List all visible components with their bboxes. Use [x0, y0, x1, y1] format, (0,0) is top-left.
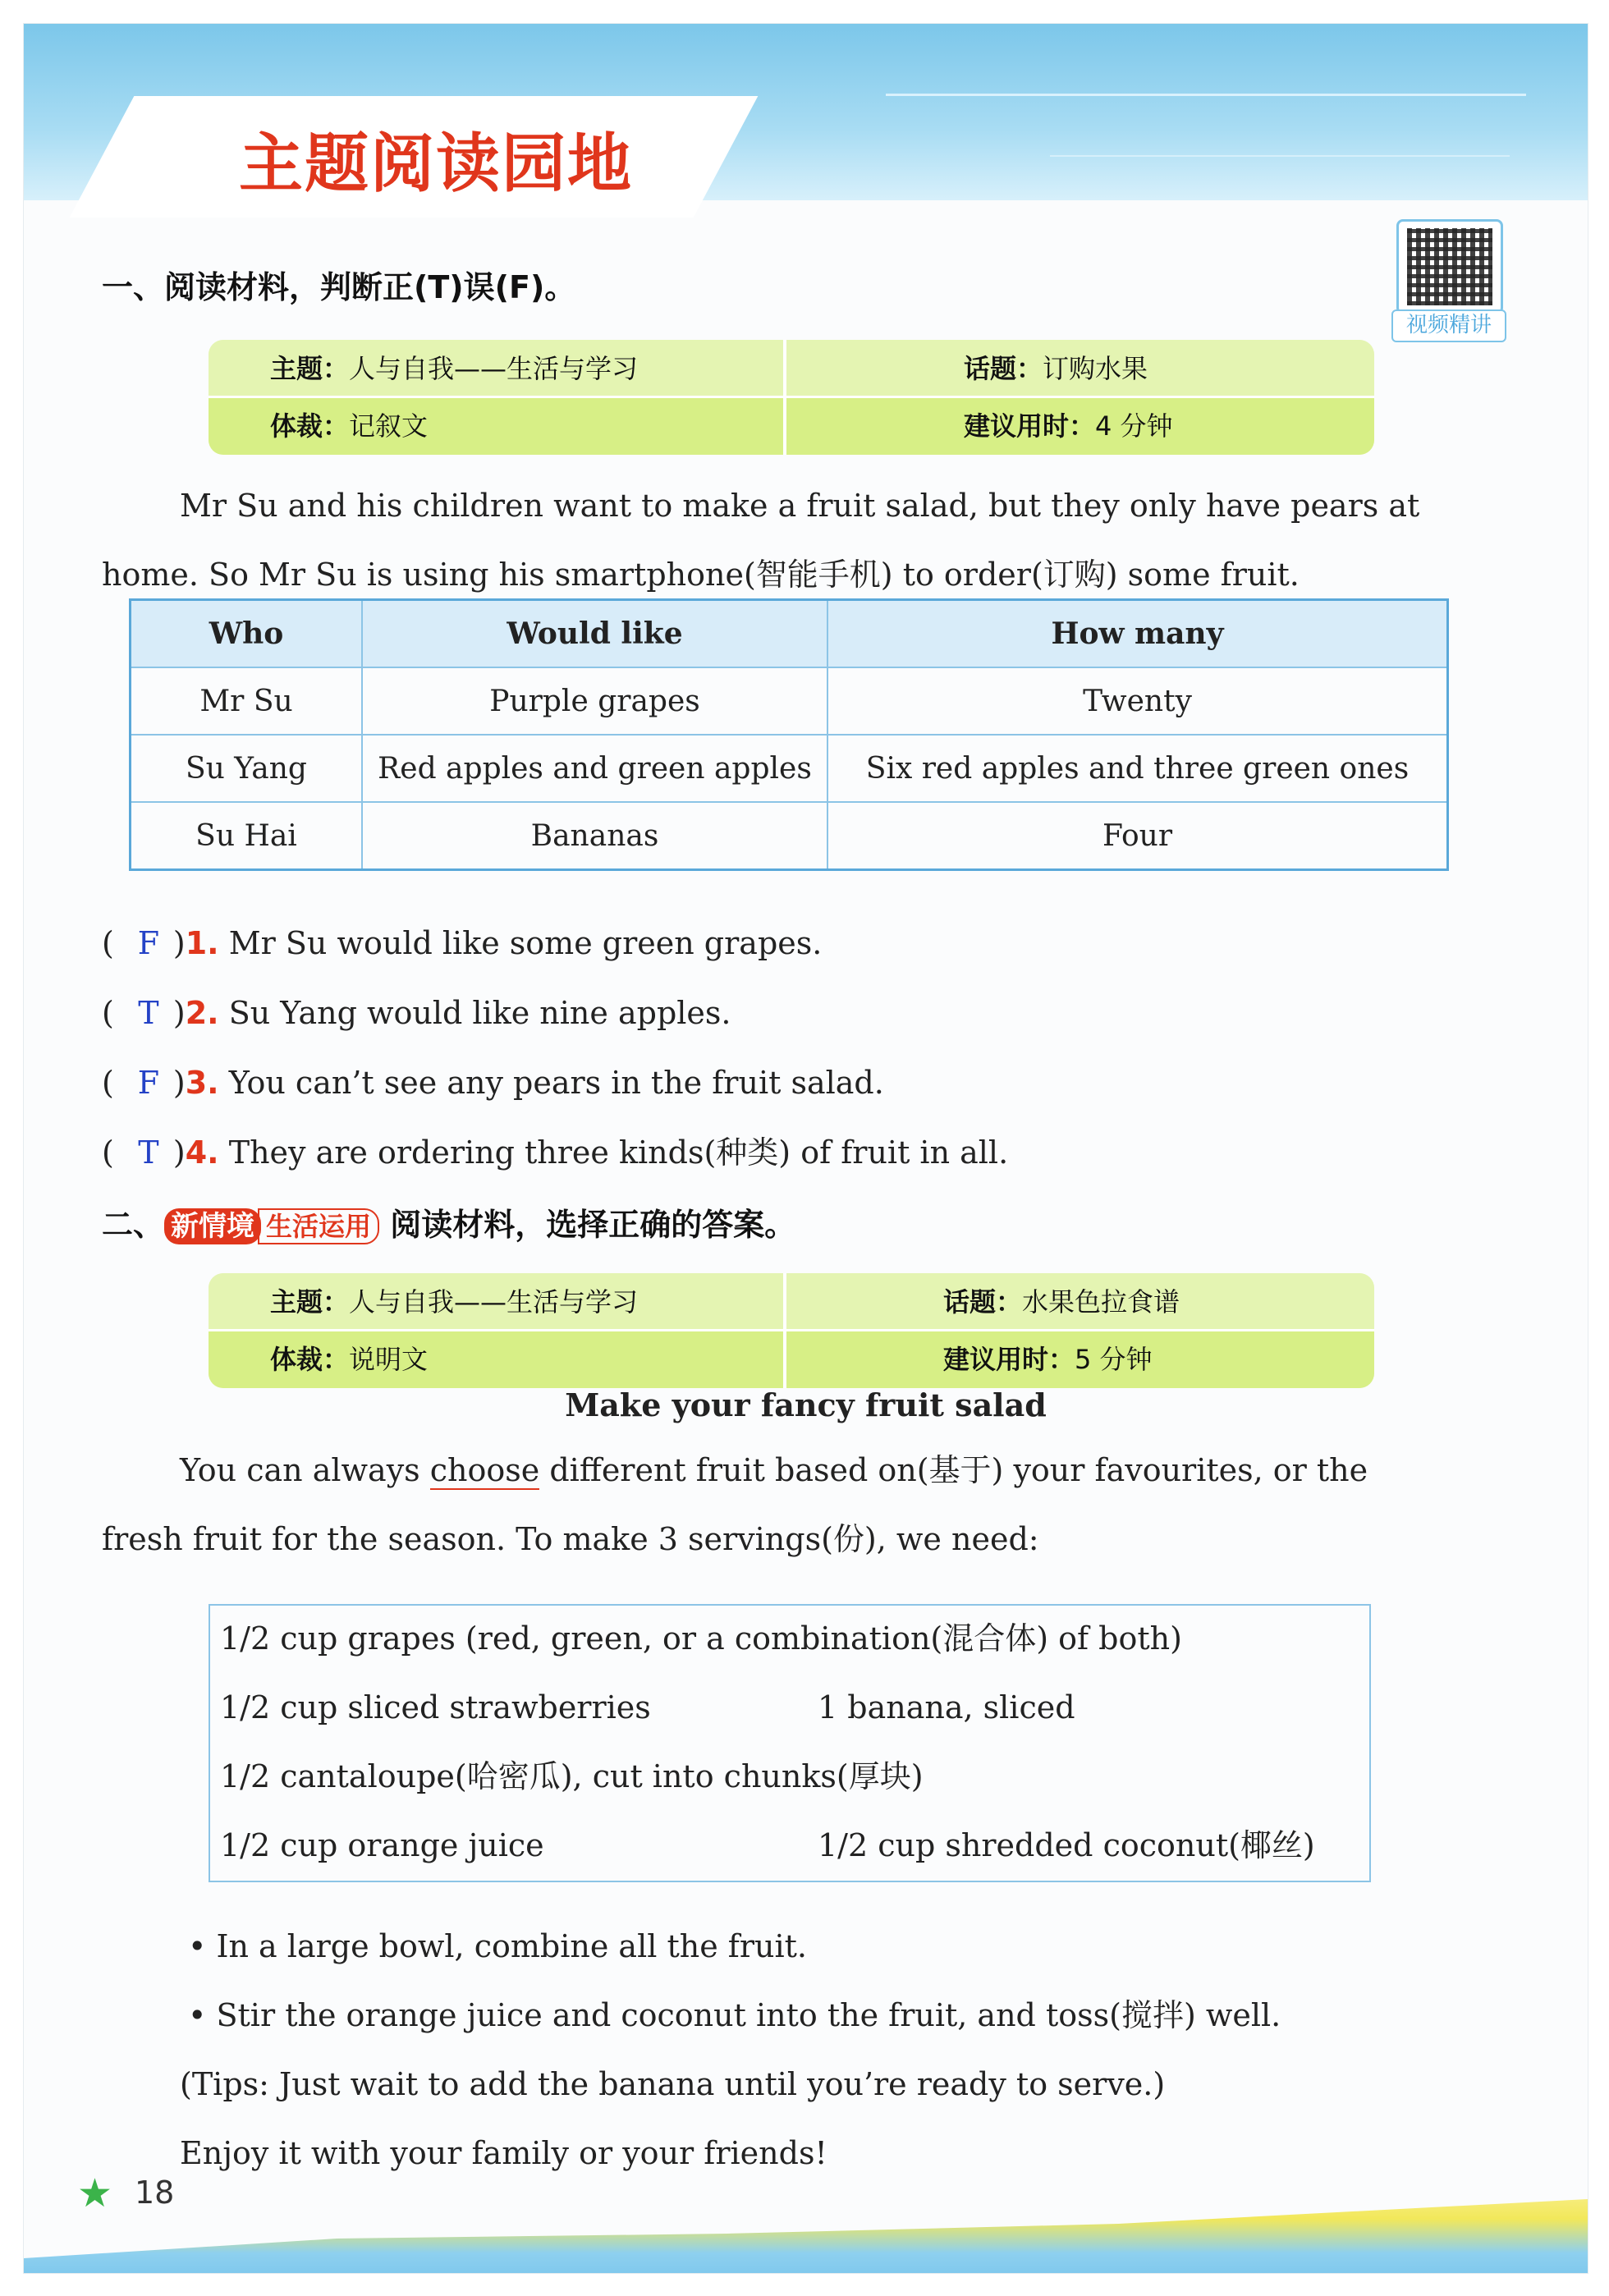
recipe-intro: You can always choose different fruit based on(基于) your favourites, or the fresh fruit for the season. To make 3 servings(份), we need:: [102, 1452, 1368, 1557]
banner-decor-line: [1050, 155, 1510, 157]
ingredient: 1/2 cup grapes (red, green, or a combination(混合体) of both): [220, 1620, 1182, 1657]
table-cell: Six red apples and three green ones: [827, 735, 1448, 802]
section2-info-box: [209, 1273, 1374, 1388]
step: • Stir the orange juice and coconut into the fruit, and toss(搅拌) well.: [188, 1997, 1281, 2033]
order-table: [129, 598, 1449, 871]
page-number: 18: [135, 2175, 175, 2211]
ingredients-box: [209, 1604, 1371, 1882]
info-genre: 体裁：记叙文: [270, 410, 429, 442]
video-lesson-label[interactable]: 视频精讲: [1391, 309, 1506, 342]
info-theme: 主题：人与自我——生活与学习: [270, 1286, 639, 1318]
info-time: 建议用时：5 分钟: [943, 1344, 1153, 1375]
steps: [188, 1912, 1534, 2050]
page-title: 主题阅读园地: [239, 127, 634, 201]
life-use-tag: 生活运用: [258, 1208, 379, 1244]
answer: T: [138, 1134, 159, 1171]
tips: (Tips: Just wait to add the banana until you’re ready to serve.): [180, 2066, 1166, 2102]
info-time: 建议用时：4 分钟: [964, 410, 1173, 442]
ingredient: 1/2 cup sliced strawberries: [220, 1689, 651, 1725]
table-header: Would like: [362, 600, 827, 668]
table-cell: Twenty: [827, 667, 1448, 735]
page: [23, 23, 1588, 2274]
recipe-title: Make your fancy fruit salad: [565, 1386, 1047, 1423]
answer: T: [138, 995, 159, 1031]
banner-decor-line: [886, 94, 1526, 96]
info-topic: 话题：订购水果: [964, 353, 1148, 384]
footer-wave: [24, 2199, 1588, 2274]
table-header: How many: [827, 600, 1448, 668]
qr-code-icon: [1407, 228, 1492, 305]
step: • In a large bowl, combine all the fruit.: [188, 1928, 807, 1964]
table-row: [131, 735, 1448, 802]
question-1: ( F )1. Mr Su would like some green grapes.: [102, 919, 822, 968]
ingredient: 1/2 cup orange juice: [220, 1827, 544, 1863]
table-cell: Bananas: [362, 802, 827, 870]
new-context-tag: 新情境: [164, 1208, 261, 1244]
question-2: ( T )2. Su Yang would like nine apples.: [102, 988, 731, 1038]
table-row: [131, 667, 1448, 735]
table-row: [131, 802, 1448, 870]
answer: F: [137, 1065, 160, 1101]
info-topic: 话题：水果色拉食谱: [943, 1286, 1180, 1318]
ingredient: 1/2 cantaloupe(哈密瓜), cut into chunks(厚块): [220, 1758, 924, 1794]
table-header-row: [131, 600, 1448, 668]
table-cell: Red apples and green apples: [362, 735, 827, 802]
question-4: ( T )4. They are ordering three kinds(种类) of fruit in all.: [102, 1128, 1008, 1177]
closing-line: Enjoy it with your family or your friends!: [180, 2135, 827, 2171]
table-cell: Mr Su: [131, 667, 363, 735]
star-icon: ★: [77, 2170, 113, 2216]
qr-code[interactable]: [1396, 219, 1503, 314]
ingredient: 1 banana, sliced: [818, 1689, 1075, 1725]
section1-title: 一、阅读材料，判断正(T)误(F)。: [102, 269, 576, 305]
table-cell: Purple grapes: [362, 667, 827, 735]
info-genre: 体裁：说明文: [270, 1344, 429, 1375]
table-cell: Su Yang: [131, 735, 363, 802]
answer: F: [137, 925, 160, 961]
table-header: Who: [131, 600, 363, 668]
info-theme: 主题：人与自我——生活与学习: [270, 353, 639, 384]
passage: Mr Su and his children want to make a fruit salad, but they only have pears at home. So Mr Su is using his smartphone(智能手机) to order(订购) some fruit.: [102, 488, 1420, 593]
question-3: ( F )3. You can’t see any pears in the fruit salad.: [102, 1058, 884, 1107]
ingredient: 1/2 cup shredded coconut(椰丝): [818, 1827, 1315, 1863]
section2-title: 二、 新情境 生活运用 阅读材料，选择正确的答案。: [102, 1207, 796, 1243]
section1-info-box: [209, 340, 1374, 455]
table-cell: Su Hai: [131, 802, 363, 870]
table-cell: Four: [827, 802, 1448, 870]
